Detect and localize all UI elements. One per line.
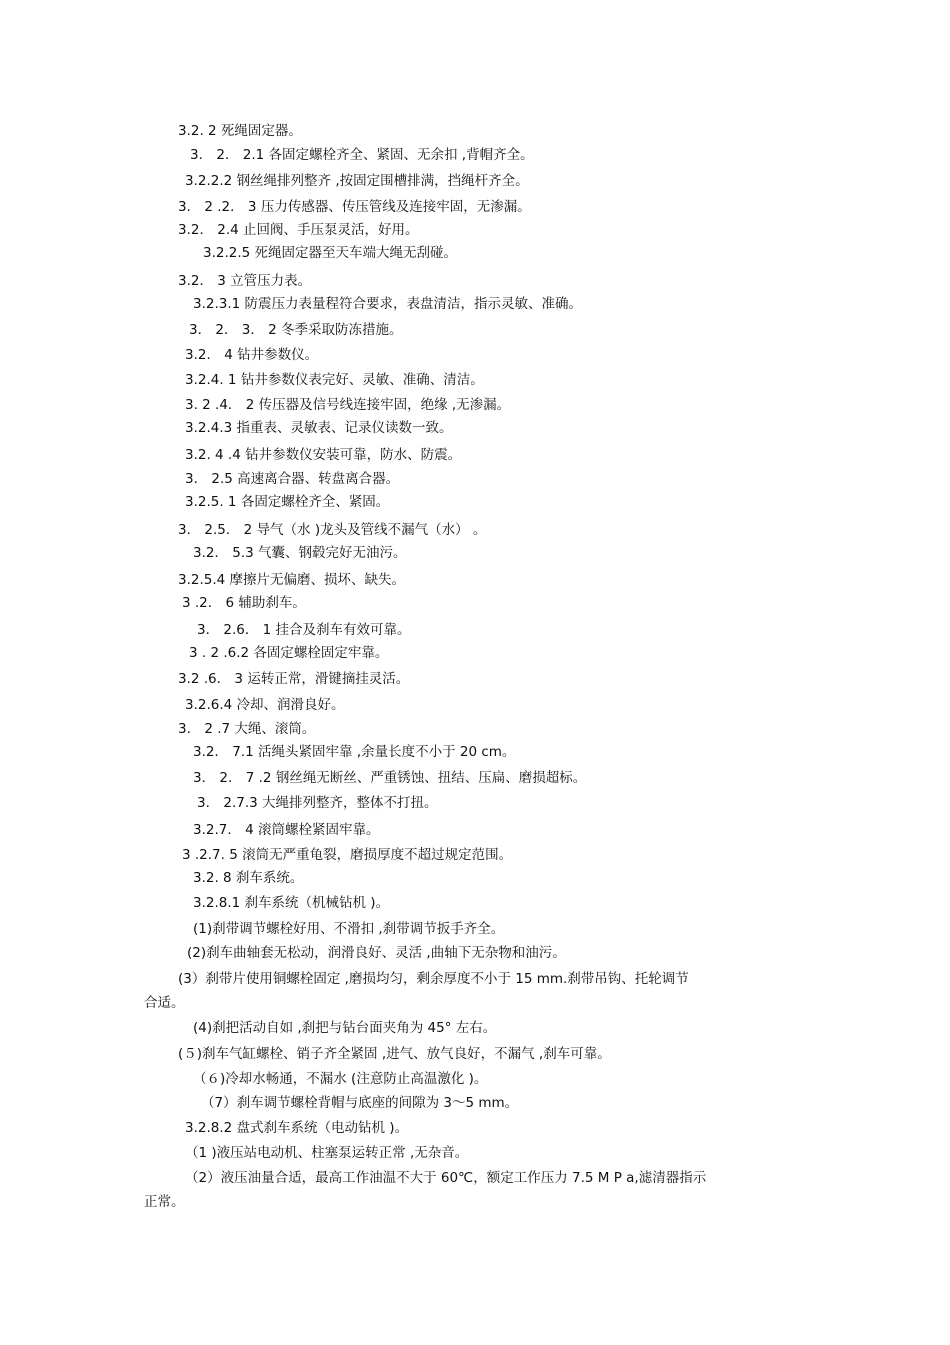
text-line: （６)冷却水畅通，不漏水 (注意防止高温激化 )。 (193, 1071, 488, 1087)
text-line: 合适。 (144, 995, 185, 1011)
text-line: （1 )液压站电动机、柱塞泵运转正常 ,无杂音。 (185, 1145, 469, 1161)
text-line: 3． 2． 7 .2 钢丝绳无断丝、严重锈蚀、扭结、压扁、磨损超标。 (193, 770, 587, 786)
text-line: 3.2.3.1 防震压力表量程符合要求，表盘清洁，指示灵敏、准确。 (193, 296, 583, 312)
text-line: 3.2.7． 4 滚筒螺栓紧固牢靠。 (193, 822, 380, 838)
text-line: (５)刹车气缸螺栓、销子齐全紧固 ,进气、放气良好，不漏气 ,刹车可靠。 (178, 1046, 611, 1062)
text-line: 3． 2． 2.1 各固定螺栓齐全、紧固、无余扣 ,背帽齐全。 (190, 147, 534, 163)
text-line: 3.2． 2.4 止回阀、手压泵灵活，好用。 (178, 222, 419, 238)
text-line: (1)刹带调节螺栓好用、不滑扣 ,刹带调节扳手齐全。 (193, 921, 505, 937)
text-line: 3.2.8.1 刹车系统（机械钻机 )。 (193, 895, 390, 911)
text-line: (2)刹车曲轴套无松动，润滑良好、灵活 ,曲轴下无杂物和油污。 (187, 945, 566, 961)
text-line: 3.2.5.4 摩擦片无偏磨、损坏、缺失。 (178, 572, 406, 588)
text-line: (4)刹把活动自如 ,刹把与钻台面夹角为 45° 左右。 (193, 1020, 497, 1036)
text-line: 3. 2 .4． 2 传压器及信号线连接牢固，绝缘 ,无渗漏。 (185, 397, 511, 413)
text-line: 3． 2． 3． 2 冬季采取防冻措施。 (189, 322, 403, 338)
text-line: 3． 2.7.3 大绳排列整齐，整体不打扭。 (197, 795, 438, 811)
text-line: (3）刹带片使用铜螺栓固定 ,磨损均匀，剩余厚度不小于 15 mm.刹带吊钩、托轮调节 (178, 971, 689, 987)
text-line: （7）刹车调节螺栓背帽与底座的间隙为 3～5 mm。 (201, 1095, 519, 1111)
text-line: 3.2.2.5 死绳固定器至天车端大绳无刮碰。 (203, 245, 458, 261)
text-line: 3.2. 2 死绳固定器。 (178, 123, 302, 139)
text-line: 3.2． 5.3 气囊、钢毂完好无油污。 (193, 545, 407, 561)
text-line: 3.2 .6． 3 运转正常，滑键摘挂灵活。 (178, 671, 410, 687)
text-line: 3.2.4.3 指重表、灵敏表、记录仪读数一致。 (185, 420, 453, 436)
text-line: 3.2.8.2 盘式刹车系统（电动钻机 )。 (185, 1120, 409, 1136)
text-line: 3.2.2.2 钢丝绳排列整齐 ,按固定围槽排满，挡绳杆齐全。 (185, 173, 529, 189)
text-line: 3 . 2 .6.2 各固定螺栓固定牢靠。 (189, 645, 389, 661)
text-line: 3． 2.6． 1 挂合及刹车有效可靠。 (197, 622, 411, 638)
text-line: （2）液压油量合适，最高工作油温不大于 60℃，额定工作压力 7.5 M P a,滤清器指示 (185, 1170, 707, 1186)
text-line: 3.2.6.4 冷却、润滑良好。 (185, 697, 345, 713)
text-line: 3.2.5. 1 各固定螺栓齐全、紧固。 (185, 494, 390, 510)
text-line: 3 .2.7. 5 滚筒无严重龟裂，磨损厚度不超过规定范围。 (182, 847, 513, 863)
text-line: 3.2． 3 立管压力表。 (178, 273, 312, 289)
text-line: 3.2.4. 1 钻井参数仪表完好、灵敏、准确、清洁。 (185, 372, 484, 388)
text-line: 3 .2． 6 辅助刹车。 (182, 595, 306, 611)
text-line: 3． 2.5． 2 导气（水 )龙头及管线不漏气（水） 。 (178, 522, 487, 538)
text-line: 3.2. 8 刹车系统。 (193, 870, 304, 886)
text-line: 3.2. 4 .4 钻井参数仪安装可靠，防水、防震。 (185, 447, 462, 463)
text-line: 3． 2.5 高速离合器、转盘离合器。 (185, 471, 400, 487)
text-line: 正常。 (144, 1194, 185, 1210)
text-line: 3． 2 .2． 3 压力传感器、传压管线及连接牢固，无渗漏。 (178, 199, 531, 215)
text-line: 3.2． 7.1 活绳头紧固牢靠 ,余量长度不小于 20 cm。 (193, 744, 516, 760)
text-line: 3.2． 4 钻井参数仪。 (185, 347, 319, 363)
text-line: 3． 2 .7 大绳、滚筒。 (178, 721, 316, 737)
